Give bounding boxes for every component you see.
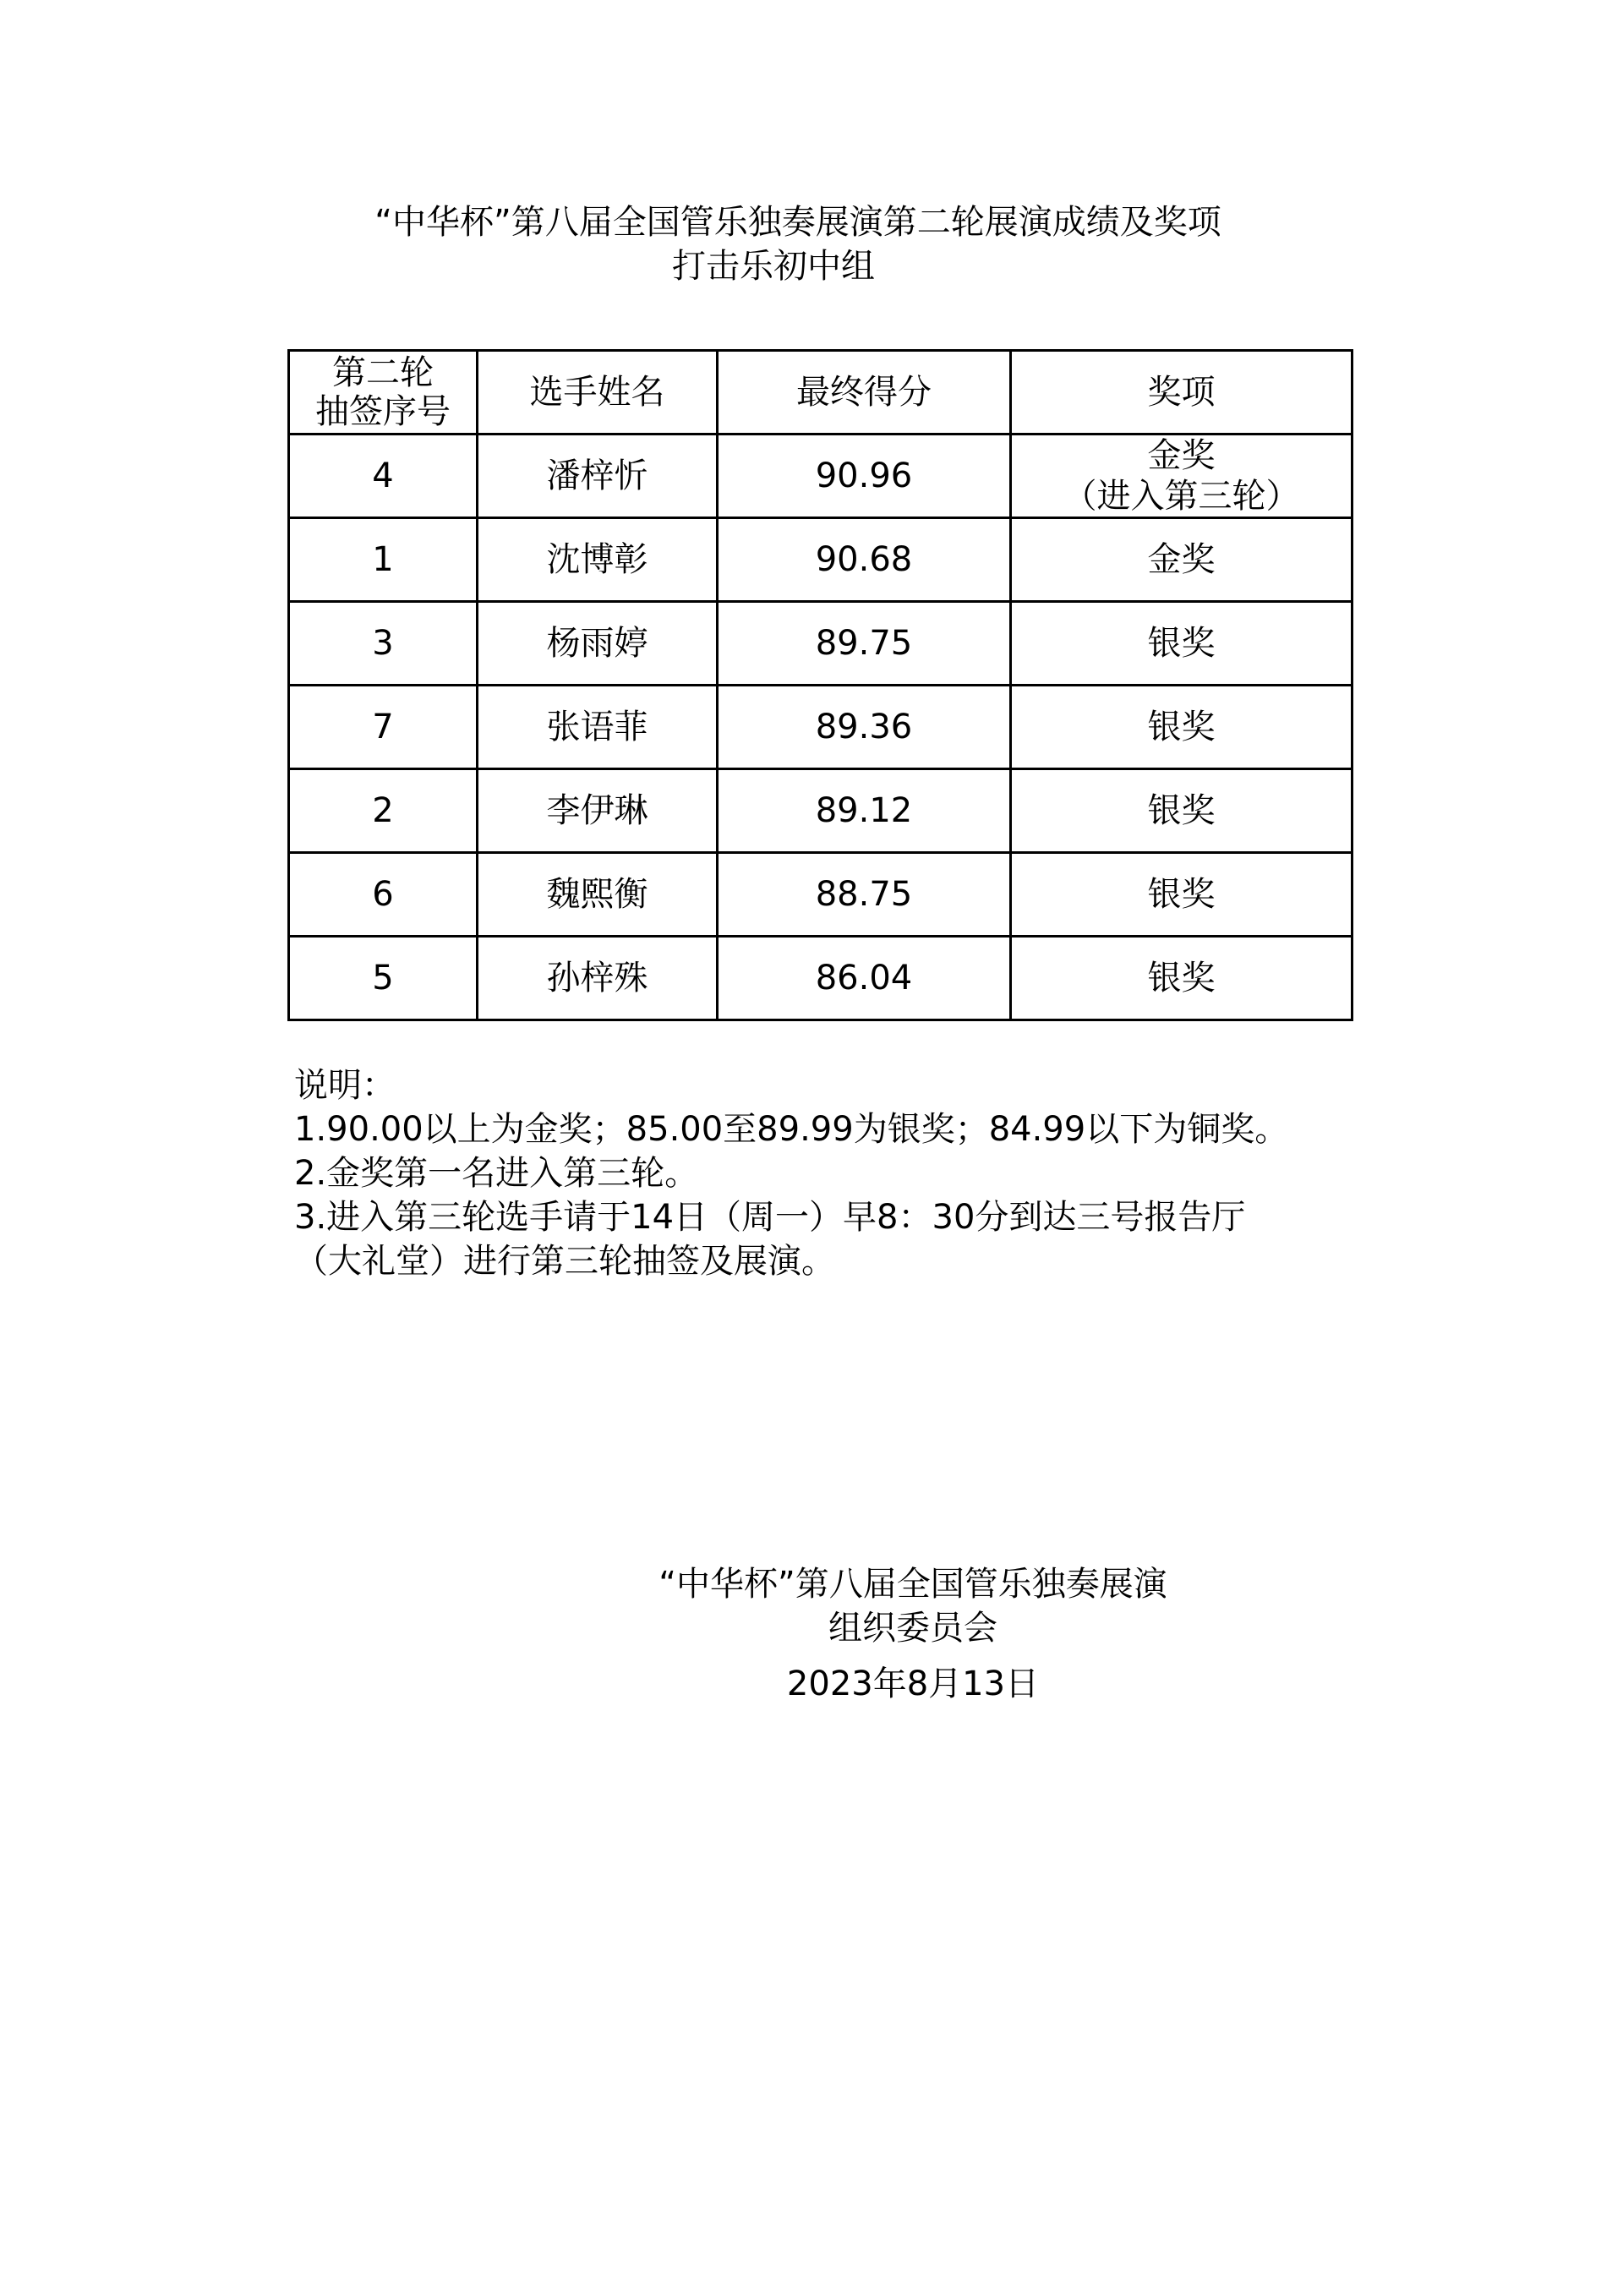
award-note: （进入第三轮） [1063,477,1300,516]
cell-draw: 4 [289,435,478,518]
cell-award [1011,435,1352,518]
cell-score: 90.96 [718,435,1011,518]
cell-award: 银奖 [1011,686,1352,769]
cell-draw: 5 [289,937,478,1020]
cell-name: 潘梓忻 [478,435,718,518]
notes-item: 3.进入第三轮选手请于14日（周一）早8：30分到达三号报告厅 [294,1198,1246,1237]
cell-award: 银奖 [1011,602,1352,686]
cell-draw: 6 [289,853,478,937]
table-row [289,435,1352,518]
cell-award: 银奖 [1011,769,1352,853]
cell-award: 金奖 [1011,518,1352,602]
header-draw-line1: 第二轮 [332,353,434,392]
cell-name: 张语菲 [478,686,718,769]
notes-heading: 说明： [294,1066,396,1105]
cell-award: 银奖 [1011,853,1352,937]
cell-draw: 1 [289,518,478,602]
cell-draw: 2 [289,769,478,853]
cell-score: 89.36 [718,686,1011,769]
table-header-row [289,351,1352,435]
header-draw-number [289,351,478,435]
title-sub: 打击乐初中组 [672,247,875,286]
cell-name: 李伊琳 [478,769,718,853]
cell-draw: 7 [289,686,478,769]
cell-score: 86.04 [718,937,1011,1020]
header-score: 最终得分 [718,351,1011,435]
notes-item: （大礼堂）进行第三轮抽签及展演。 [294,1242,835,1281]
header-award: 奖项 [1011,351,1352,435]
cell-name: 魏熙衡 [478,853,718,937]
notes-section [294,1063,1393,1283]
signature-org-line2: 组织委员会 [828,1609,997,1648]
cell-award: 银奖 [1011,937,1352,1020]
notes-item: 2.金奖第一名进入第三轮。 [294,1154,699,1193]
table-row [289,602,1352,686]
results-table [287,349,1353,1021]
cell-score: 90.68 [718,518,1011,602]
table-row [289,769,1352,853]
signature-date: 2023年8月13日 [786,1665,1040,1703]
cell-name: 沈博彰 [478,518,718,602]
signature-org-line1: “中华杯”第八届全国管乐独奏展演 [658,1565,1167,1604]
cell-score: 89.75 [718,602,1011,686]
header-draw-line2: 抽签序号 [315,392,451,431]
cell-name: 杨雨婷 [478,602,718,686]
signature-block [642,1562,1183,1706]
cell-name: 孙梓殊 [478,937,718,1020]
cell-draw: 3 [289,602,478,686]
notes-item: 1.90.00以上为金奖；85.00至89.99为银奖；84.99以下为铜奖。 [294,1110,1289,1149]
cell-score: 88.75 [718,853,1011,937]
table-row [289,937,1352,1020]
table-row [289,686,1352,769]
cell-score: 89.12 [718,769,1011,853]
award-label: 金奖 [1147,436,1216,475]
title-main: “中华杯”第八届全国管乐独奏展演第二轮展演成绩及奖项 [374,203,1221,242]
table-row [289,853,1352,937]
header-name: 选手姓名 [478,351,718,435]
table-row [289,518,1352,602]
